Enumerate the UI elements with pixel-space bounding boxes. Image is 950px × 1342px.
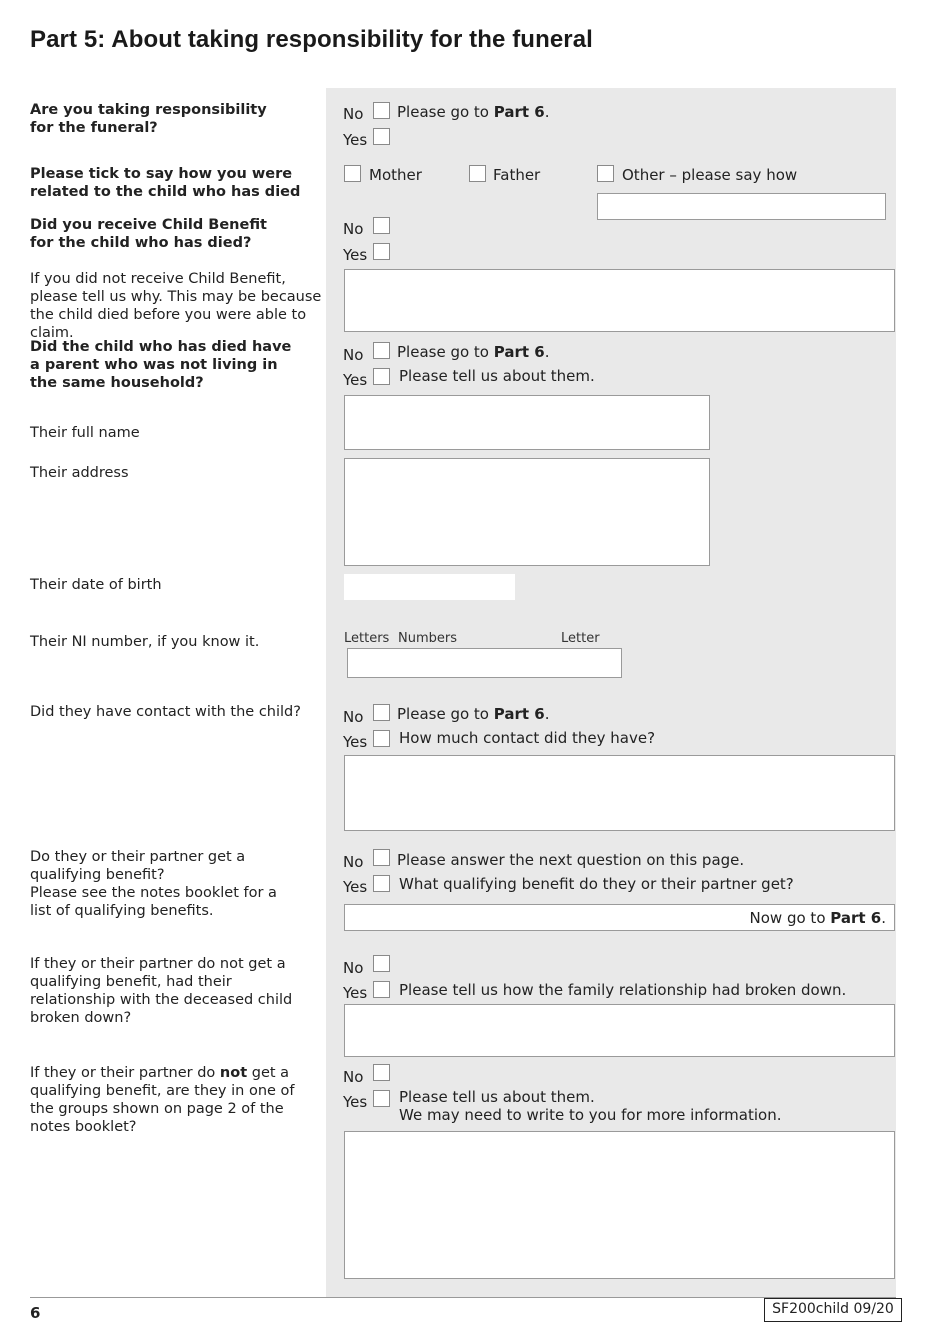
question-child-benefit: Did you receive Child Benefit for the child who has died? bbox=[30, 217, 267, 251]
question-contact-with-child: Did they have contact with the child? bbox=[30, 704, 301, 720]
father-checkbox[interactable] bbox=[469, 165, 486, 182]
q1-yes-checkbox[interactable] bbox=[373, 128, 390, 145]
question-date-of-birth: Their date of birth bbox=[30, 577, 162, 593]
ni-hint-numbers: Numbers bbox=[398, 631, 457, 646]
q13-yes-label: Yes bbox=[343, 1093, 368, 1111]
q3-no-label: No bbox=[343, 220, 364, 238]
q13-yes-checkbox[interactable] bbox=[373, 1090, 390, 1107]
q5-no-label: No bbox=[343, 346, 364, 364]
why-no-child-benefit-field[interactable] bbox=[344, 269, 895, 332]
other-relationship-label: Other – please say how bbox=[622, 166, 798, 184]
q3-no-checkbox[interactable] bbox=[373, 217, 390, 234]
q1-no-note: Please go to Part 6. bbox=[397, 103, 550, 121]
q13-no-checkbox[interactable] bbox=[373, 1064, 390, 1081]
question-qualifying-benefit: Do they or their partner get a qualifying benefit? Please see the notes booklet for a list of qualifying benefits. bbox=[30, 849, 277, 919]
question-taking-responsibility: Are you taking responsibility for the funeral? bbox=[30, 102, 267, 136]
q5-yes-checkbox[interactable] bbox=[373, 368, 390, 385]
q13-yes-note: Please tell us about them. We may need to write to you for more information. bbox=[399, 1088, 782, 1124]
q10-no-checkbox[interactable] bbox=[373, 704, 390, 721]
page-number: 6 bbox=[30, 1304, 41, 1322]
q12-yes-checkbox[interactable] bbox=[373, 981, 390, 998]
question-qualifying-groups: If they or their partner do not get a qualifying benefit, are they in one of the groups shown on page 2 of the notes booklet? bbox=[30, 1065, 295, 1135]
question-parent-not-in-household: Did the child who has died have a parent who was not living in the same household? bbox=[30, 339, 292, 391]
q13-no-label: No bbox=[343, 1068, 364, 1086]
q11-yes-note: What qualifying benefit do they or their partner get? bbox=[399, 875, 794, 893]
q10-no-note: Please go to Part 6. bbox=[397, 705, 550, 723]
form-code: SF200child 09/20 bbox=[764, 1298, 902, 1322]
q3-yes-label: Yes bbox=[343, 246, 368, 264]
date-of-birth-field[interactable] bbox=[344, 574, 515, 600]
ni-hint-letters: Letters bbox=[344, 631, 390, 646]
q10-no-label: No bbox=[343, 708, 364, 726]
q3-yes-checkbox[interactable] bbox=[373, 243, 390, 260]
q11-no-note: Please answer the next question on this page. bbox=[397, 851, 745, 869]
question-ni-number: Their NI number, if you know it. bbox=[30, 634, 260, 650]
q1-yes-label: Yes bbox=[343, 131, 368, 149]
question-relationship-broken-down: If they or their partner do not get a qualifying benefit, had their relationship with the deceased child broken down? bbox=[30, 956, 293, 1026]
q5-no-checkbox[interactable] bbox=[373, 342, 390, 359]
page-title: Part 5: About taking responsibility for the funeral bbox=[30, 26, 593, 53]
full-name-field[interactable] bbox=[344, 395, 710, 450]
q12-yes-label: Yes bbox=[343, 984, 368, 1002]
ni-number-field[interactable] bbox=[347, 648, 622, 678]
question-address: Their address bbox=[30, 465, 129, 481]
mother-label: Mother bbox=[369, 166, 422, 184]
q5-yes-note: Please tell us about them. bbox=[399, 367, 595, 385]
q12-no-checkbox[interactable] bbox=[373, 955, 390, 972]
qualifying-group-details-field[interactable] bbox=[344, 1131, 895, 1279]
qualifying-benefit-field[interactable] bbox=[344, 904, 895, 931]
q11-yes-checkbox[interactable] bbox=[373, 875, 390, 892]
question-full-name: Their full name bbox=[30, 425, 140, 441]
q10-yes-checkbox[interactable] bbox=[373, 730, 390, 747]
mother-checkbox[interactable] bbox=[344, 165, 361, 182]
question-relationship: Please tick to say how you were related to the child who has died bbox=[30, 166, 301, 200]
q11-yes-label: Yes bbox=[343, 878, 368, 896]
q5-yes-label: Yes bbox=[343, 371, 368, 389]
ni-hint-letter: Letter bbox=[561, 631, 600, 646]
relationship-breakdown-field[interactable] bbox=[344, 1004, 895, 1057]
q10-yes-label: Yes bbox=[343, 733, 368, 751]
q1-no-checkbox[interactable] bbox=[373, 102, 390, 119]
contact-amount-field[interactable] bbox=[344, 755, 895, 831]
father-label: Father bbox=[493, 166, 541, 184]
q12-yes-note: Please tell us how the family relationship had broken down. bbox=[399, 981, 847, 999]
other-relationship-checkbox[interactable] bbox=[597, 165, 614, 182]
question-why-no-child-benefit: If you did not receive Child Benefit, please tell us why. This may be because the child died before you were able to claim. bbox=[30, 271, 322, 341]
now-go-to-part6-note: Now go to Part 6. bbox=[749, 909, 886, 927]
q11-no-label: No bbox=[343, 853, 364, 871]
q11-no-checkbox[interactable] bbox=[373, 849, 390, 866]
q10-yes-note: How much contact did they have? bbox=[399, 729, 656, 747]
q12-no-label: No bbox=[343, 959, 364, 977]
q1-no-label: No bbox=[343, 105, 364, 123]
other-relationship-field[interactable] bbox=[597, 193, 886, 220]
address-field[interactable] bbox=[344, 458, 710, 566]
q5-no-note: Please go to Part 6. bbox=[397, 343, 550, 361]
